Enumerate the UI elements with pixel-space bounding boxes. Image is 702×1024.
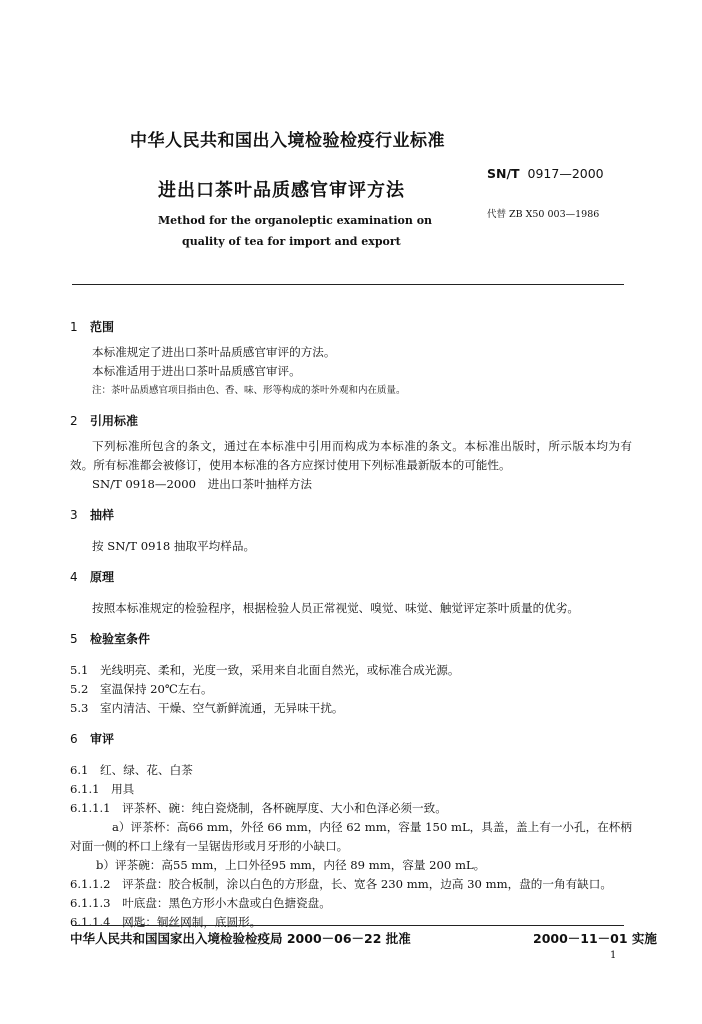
standard-title-english-line1: Method for the organoleptic examination on xyxy=(158,214,433,227)
clause-6-1-1-2: 6.1.1.2 评茶盘：胶合板制，涂以白色的方形盘，长、宽各 230 mm，边高 30 mm，盘的一角有缺口。 xyxy=(70,877,612,891)
standard-number xyxy=(487,166,604,181)
clause-6-1-1: 6.1.1 用具 xyxy=(70,782,135,796)
section-2-reference: SN/T 0918—2000 进出口茶叶抽样方法 xyxy=(92,477,312,491)
clause-5-3: 5.3 室内清洁、干燥、空气新鲜流通，无异味干扰。 xyxy=(70,701,344,715)
section-1-paragraph: 本标准规定了进出口茶叶品质感官审评的方法。 xyxy=(92,345,336,359)
clause-5-1: 5.1 光线明亮、柔和，光度一致，采用来自北面自然光，或标准合成光源。 xyxy=(70,663,460,677)
section-4-paragraph: 按照本标准规定的检验程序，根据检验人员正常视觉、嗅觉、味觉、触觉评定茶叶质量的优劣。 xyxy=(92,601,579,615)
clause-6-1: 6.1 红、绿、花、白茶 xyxy=(70,763,193,777)
standard-title-english-line2: quality of tea for import and export xyxy=(182,235,401,248)
clause-6-1-1-1: 6.1.1.1 评茶杯、碗：纯白瓷烧制，各杯碗厚度、大小和色泽必须一致。 xyxy=(70,801,447,815)
section-2-heading: 2 引用标准 xyxy=(70,414,139,428)
standard-title-chinese: 进出口茶叶品质感官审评方法 xyxy=(158,180,405,201)
footer-divider xyxy=(72,925,624,926)
replaces-standard: 代替 ZB X50 003—1986 xyxy=(487,209,600,220)
section-1-paragraph: 本标准适用于进出口茶叶品质感官审评。 xyxy=(92,364,301,378)
section-3-paragraph: 按 SN/T 0918 抽取平均样品。 xyxy=(92,539,256,553)
section-5-heading: 5 检验室条件 xyxy=(70,632,151,646)
page-number: 1 xyxy=(610,950,617,961)
clause-5-2: 5.2 室温保持 20℃左右。 xyxy=(70,682,213,696)
clause-6-1-1-4: 6.1.1.4 网匙：铜丝网制，底圆形。 xyxy=(70,915,262,929)
standard-prefix: SN/T xyxy=(487,166,520,181)
clause-6-1-1-1-a: a）评茶杯：高66 mm，外径 66 mm，内径 62 mm，容量 150 mL，具盖，盖上有一小孔，在杯柄对面一侧的杯口上缘有一呈锯齿形或月牙形的小缺口。 xyxy=(70,820,632,853)
section-1-note: 注：茶叶品质感官项目指由色、香、味、形等构成的茶叶外观和内在质量。 xyxy=(92,385,406,396)
document-body xyxy=(70,318,632,932)
clause-6-1-1-1-b: b）评茶碗：高55 mm，上口外径95 mm，内径 89 mm，容量 200 mL。 xyxy=(96,858,486,872)
approval-line: 中华人民共和国国家出入境检验检疫局 2000－06－22 批准 xyxy=(70,931,411,946)
section-3-heading: 3 抽样 xyxy=(70,508,115,522)
section-1-heading: 1 范围 xyxy=(70,320,115,334)
standard-code: 0917—2000 xyxy=(527,166,604,181)
header-divider xyxy=(72,284,624,285)
clause-6-1-1-3: 6.1.1.3 叶底盘：黑色方形小木盘或白色搪瓷盘。 xyxy=(70,896,331,910)
issuing-organization: 中华人民共和国出入境检验检疫行业标准 xyxy=(130,131,445,151)
section-2-paragraph: 下列标准所包含的条文，通过在本标准中引用而构成为本标准的条文。本标准出版时，所示版本均为有效。所有标准都会被修订，使用本标准的各方应探讨使用下列标准最新版本的可能性。 xyxy=(70,439,632,472)
section-4-heading: 4 原理 xyxy=(70,570,115,584)
implementation-date: 2000－11－01 实施 xyxy=(533,931,657,946)
section-6-heading: 6 审评 xyxy=(70,732,115,746)
